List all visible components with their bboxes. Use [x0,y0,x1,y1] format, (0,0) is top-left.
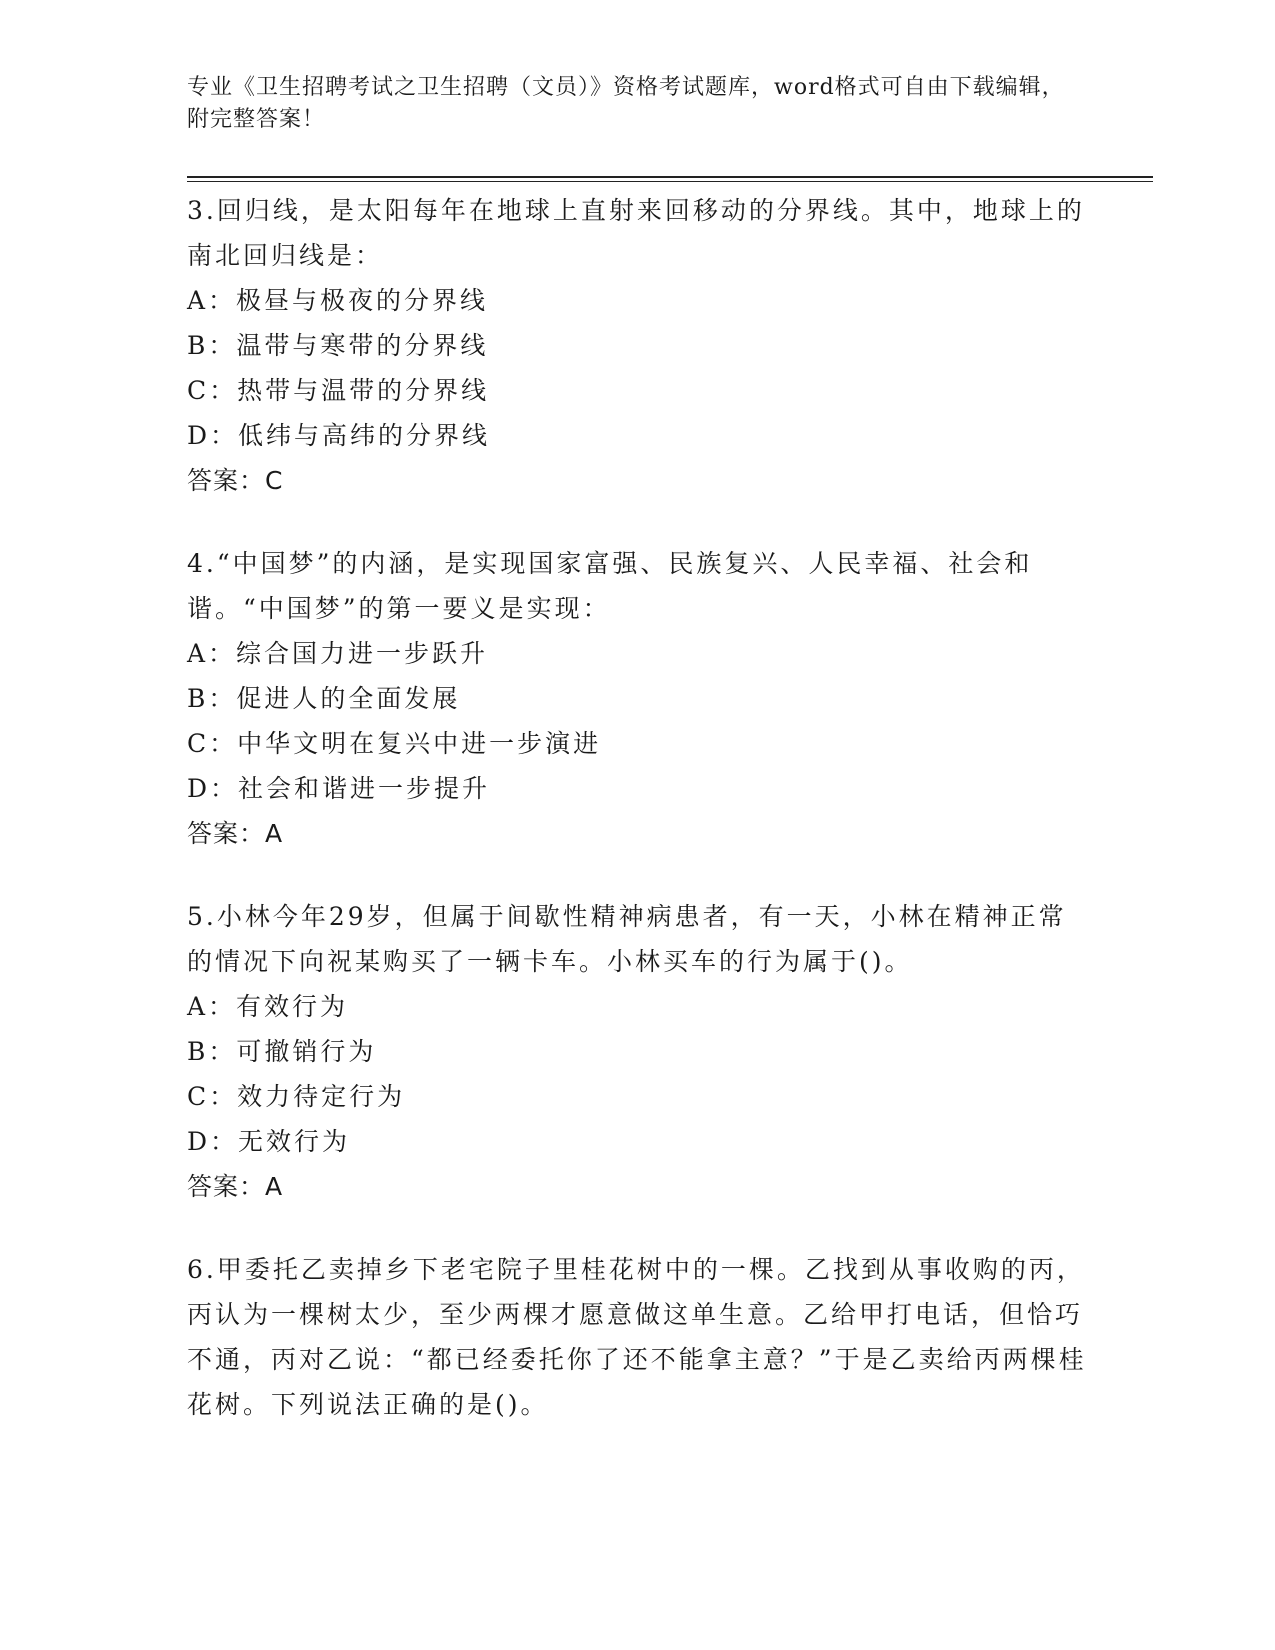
question-stem: 4.“中国梦”的内涵，是实现国家富强、民族复兴、人民幸福、社会和谐。“中国梦”的第一要义是实现： [187,549,1033,623]
header-divider-thick [187,176,1153,178]
question-5 [187,894,1087,1209]
question-list [187,188,1087,1465]
option-c: C：热带与温带的分界线 [187,376,490,405]
answer-label: 答案：A [187,1172,284,1201]
option-b: B：促进人的全面发展 [187,684,461,713]
option-d: D：低纬与高纬的分界线 [187,421,491,450]
option-a: A：极昼与极夜的分界线 [187,286,489,315]
option-c: C：效力待定行为 [187,1082,406,1111]
header-divider-thin [187,181,1153,182]
question-6 [187,1247,1087,1427]
question-3 [187,188,1087,503]
answer-label: 答案：C [187,466,284,495]
question-stem: 3.回归线，是太阳每年在地球上直射来回移动的分界线。其中，地球上的南北回归线是： [187,196,1085,270]
option-a: A：有效行为 [187,992,349,1021]
question-stem: 5.小林今年29岁，但属于间歇性精神病患者，有一天，小林在精神正常的情况下向祝某购买了一辆卡车。小林买车的行为属于()。 [187,902,1067,976]
question-stem: 6.甲委托乙卖掉乡下老宅院子里桂花树中的一棵。乙找到从事收购的丙，丙认为一棵树太少，至少两棵才愿意做这单生意。乙给甲打电话，但恰巧不通，丙对乙说：“都已经委托你了还不能拿主意？”于是乙卖给丙两棵桂花树。下列说法正确的是()。 [187,1255,1087,1419]
question-4 [187,541,1087,856]
header-title: 专业《卫生招聘考试之卫生招聘（文员）》资格考试题库，word格式可自由下载编辑，附完整答案！ [187,75,1065,132]
option-b: B：可撤销行为 [187,1037,377,1066]
answer-label: 答案：A [187,819,284,848]
document-header [187,72,1067,136]
option-c: C：中华文明在复兴中进一步演进 [187,729,602,758]
option-a: A：综合国力进一步跃升 [187,639,489,668]
option-b: B：温带与寒带的分界线 [187,331,489,360]
option-d: D：社会和谐进一步提升 [187,774,491,803]
option-d: D：无效行为 [187,1127,351,1156]
